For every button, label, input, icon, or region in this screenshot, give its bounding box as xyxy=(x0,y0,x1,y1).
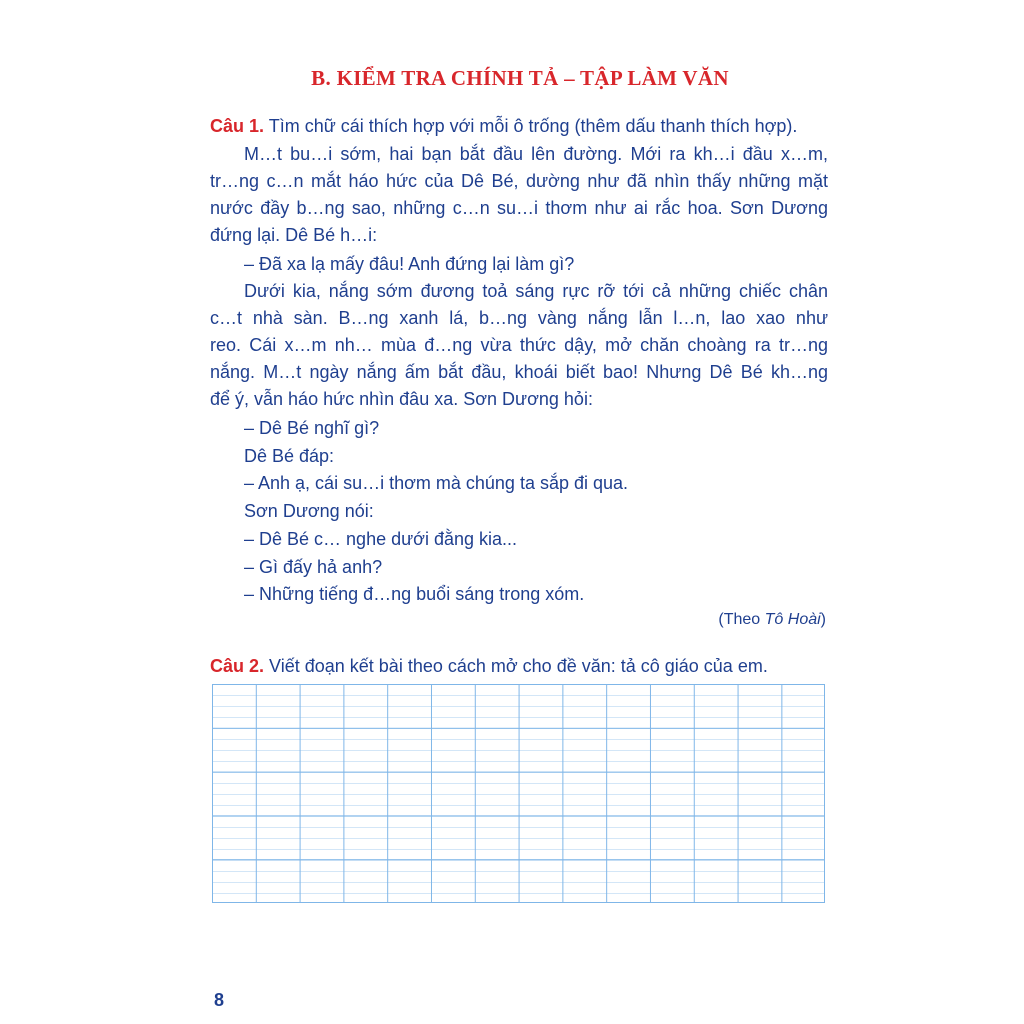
section-title: B. KIỂM TRA CHÍNH TẢ – TẬP LÀM VĂN xyxy=(311,66,729,90)
question-2-prompt: Viết đoạn kết bài theo cách mở cho đề văn: tả cô giáo của em. xyxy=(269,656,768,676)
dialogue-line: – Gì đấy hả anh? xyxy=(244,557,383,577)
page-number: 8 xyxy=(214,990,225,1010)
passage-paragraph-1 xyxy=(210,141,828,249)
question-1-label: Câu 1. xyxy=(210,116,265,136)
passage-line: c…t nhà sàn. B…ng xanh lá, b…ng vàng nắng lẫn l…n, lao xao như xyxy=(210,308,828,328)
question-1-prompt: Tìm chữ cái thích hợp với mỗi ô trống (thêm dấu thanh thích hợp). xyxy=(268,116,798,136)
passage-line: đứng lại. Dê Bé h…i: xyxy=(210,225,378,245)
question-1 xyxy=(210,113,797,140)
passage-line: để ý, vẫn háo hức nhìn đâu xa. Sơn Dương hỏi: xyxy=(210,389,593,409)
question-2-label: Câu 2. xyxy=(210,656,265,676)
source-citation xyxy=(718,608,826,632)
passage-line: reo. Cái x…m nh… mùa đ…ng vừa thức dậy, mở chăn choàng ra tr…ng xyxy=(210,335,828,355)
passage-line: nắng. M…t ngày nắng ấm bắt đầu, khoái biết bao! Nhưng Dê Bé kh…ng xyxy=(210,362,828,382)
dialogue-line: Sơn Dương nói: xyxy=(244,501,374,521)
source-suffix: ) xyxy=(820,611,826,628)
dialogue-line: – Dê Bé c… nghe dưới đằng kia... xyxy=(244,529,518,549)
passage-line: M…t bu…i sớm, hai bạn bắt đầu lên đường. Mới ra kh…i đầu x…m, xyxy=(244,144,828,164)
dialogue-line: – Dê Bé nghĩ gì? xyxy=(244,418,380,438)
passage-line: nước đầy b…ng sao, những c…n su…i thơm như ai rắc hoa. Sơn Dương xyxy=(210,198,828,218)
source-prefix: (Theo xyxy=(718,611,765,628)
question-2 xyxy=(210,653,768,680)
passage-paragraph-2 xyxy=(210,278,828,413)
dialogue-line: – Đã xa lạ mấy đâu! Anh đứng lại làm gì? xyxy=(244,254,575,274)
source-author: Tô Hoài xyxy=(764,611,821,628)
passage-line: tr…ng c…n mắt háo hức của Dê Bé, dường như đã nhìn thấy những mặt xyxy=(210,171,828,191)
passage-line: Dưới kia, nắng sớm đương toả sáng rực rỡ tới cả những chiếc chân xyxy=(244,281,828,301)
dialogue-line: Dê Bé đáp: xyxy=(244,446,335,466)
writing-grid[interactable] xyxy=(212,684,825,903)
dialogue-line: – Anh ạ, cái su…i thơm mà chúng ta sắp đi qua. xyxy=(244,473,629,493)
dialogue-line: – Những tiếng đ…ng buổi sáng trong xóm. xyxy=(244,584,585,604)
